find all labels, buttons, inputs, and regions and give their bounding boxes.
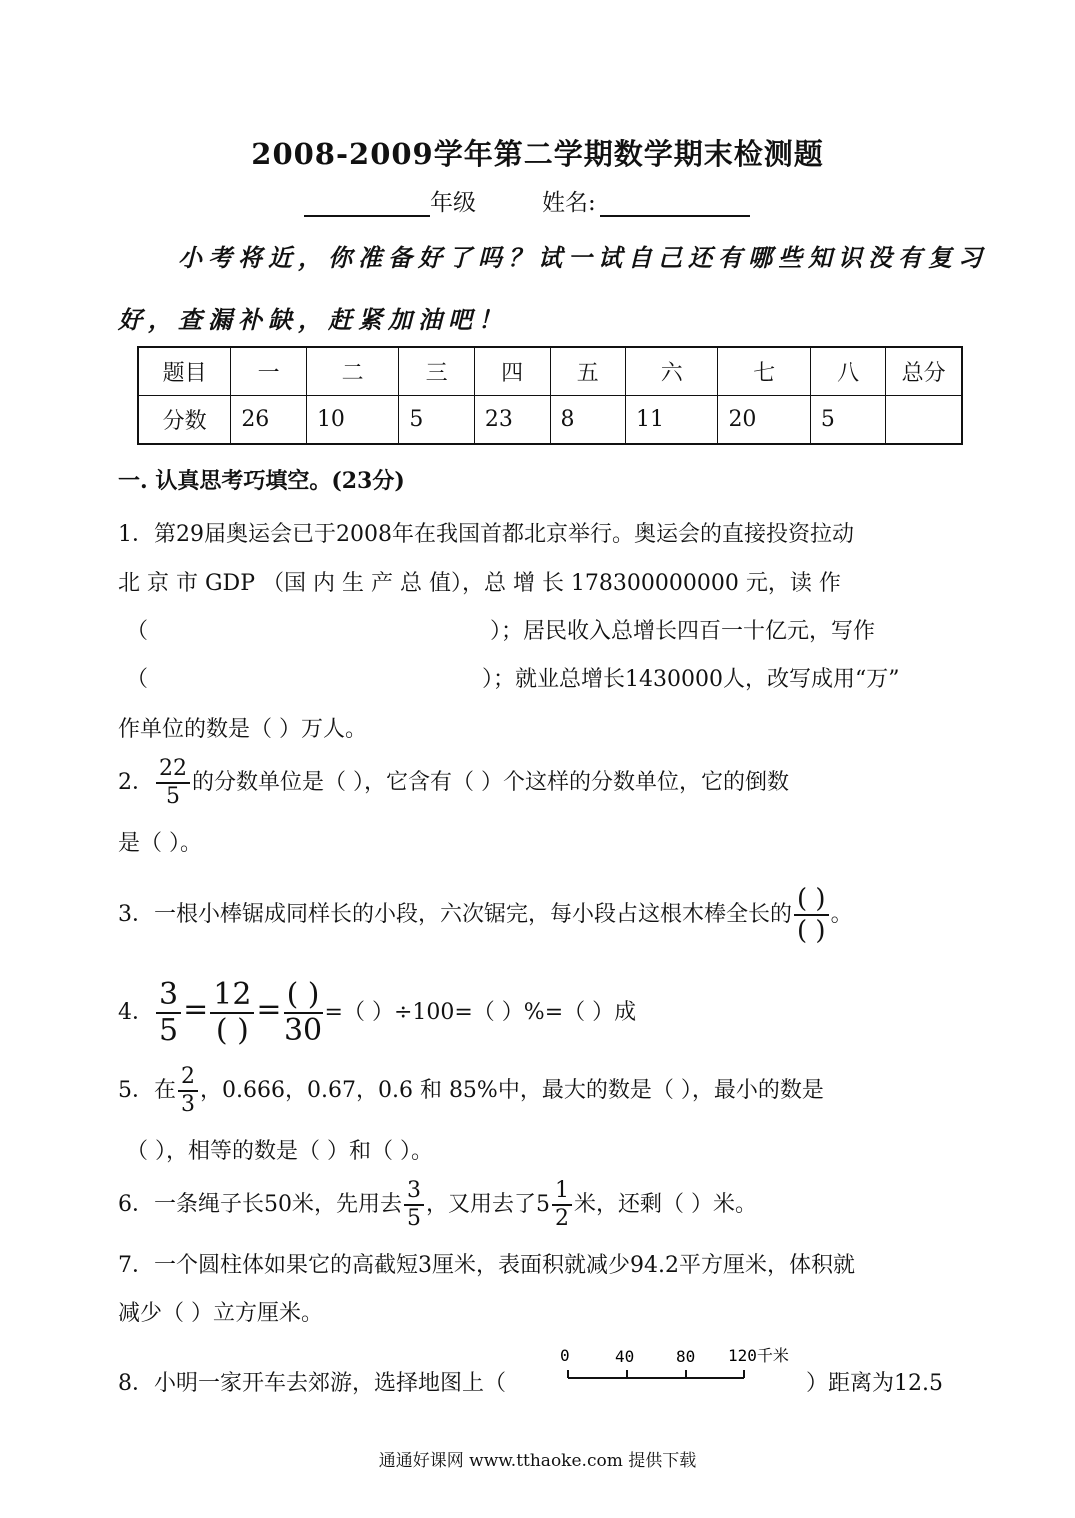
q5-prefix: 5．在 bbox=[118, 1078, 176, 1103]
q4-f1-denominator: 5 bbox=[159, 1013, 179, 1048]
q4-f1-numerator: 3 bbox=[156, 980, 181, 1014]
q8-text-start: 8．小明一家开车去郊游，选择地图上（ bbox=[118, 1371, 506, 1396]
q4-equals-2: = bbox=[256, 992, 282, 1027]
q6-text: 米，还剩（ ）米。 bbox=[574, 1192, 757, 1217]
q2-line-1 bbox=[118, 758, 789, 808]
q3-numerator: ( ) bbox=[794, 886, 829, 916]
q2-line-2: 是（ ）。 bbox=[118, 831, 202, 856]
total-score-cell[interactable] bbox=[886, 396, 962, 445]
q3-line bbox=[118, 886, 853, 944]
table-header-cell: 六 bbox=[626, 347, 718, 396]
score-cell: 11 bbox=[626, 396, 718, 445]
q1-line-3-open: （ bbox=[126, 619, 149, 644]
q7-line-2: 减少（ ）立方厘米。 bbox=[118, 1301, 323, 1326]
score-cell: 5 bbox=[399, 396, 475, 445]
q5-line-2: （ ），相等的数是（ ）和（ ）。 bbox=[126, 1139, 433, 1164]
intro-line-2: 好，查漏补缺，赶紧加油吧！ bbox=[118, 305, 508, 334]
scale-label-0: 0 bbox=[560, 1346, 570, 1365]
page-title: 2008-2009学年第二学期数学期末检测题 bbox=[251, 137, 824, 171]
q3-denominator: ( ) bbox=[797, 916, 826, 946]
table-header-cell: 八 bbox=[810, 347, 886, 396]
footer-text: 通通好课网 www.tthaoke.com 提供下载 bbox=[378, 1451, 697, 1471]
q3-end: 。 bbox=[830, 902, 853, 927]
score-cell: 23 bbox=[474, 396, 550, 445]
q1-line-3-text: ）；居民收入总增长四百一十亿元，写作 bbox=[490, 619, 876, 644]
q4-number: 4． bbox=[118, 1000, 154, 1025]
q5-line-1 bbox=[118, 1066, 824, 1116]
score-cell: 10 bbox=[306, 396, 398, 445]
map-scale-bar bbox=[560, 1346, 789, 1386]
q6-line bbox=[118, 1180, 757, 1230]
q4-f3-denominator: 30 bbox=[283, 1013, 323, 1048]
q4-fraction-2 bbox=[210, 977, 254, 1048]
q4-fraction-3 bbox=[283, 977, 323, 1048]
score-table bbox=[137, 346, 963, 445]
q2-fraction bbox=[156, 758, 190, 808]
q6-f1-denominator: 5 bbox=[407, 1206, 421, 1231]
score-cell: 5 bbox=[810, 396, 886, 445]
q1-line-4-text: ）；就业总增长1430000人，改写成用“万” bbox=[482, 667, 900, 692]
scale-label-80: 80 bbox=[676, 1347, 696, 1366]
table-header-cell: 五 bbox=[550, 347, 626, 396]
section-1-title: 一. 认真思考巧填空。(23分) bbox=[118, 468, 405, 494]
table-header-cell: 二 bbox=[306, 347, 398, 396]
q6-f1-numerator: 3 bbox=[404, 1180, 424, 1206]
table-header-cell: 四 bbox=[474, 347, 550, 396]
q3-fraction bbox=[794, 886, 829, 944]
q7-line-1: 7．一个圆柱体如果它的高截短3厘米，表面积就减少94.2平方厘米，体积就 bbox=[118, 1253, 855, 1278]
q6-fraction-1 bbox=[404, 1180, 424, 1230]
grade-label: 年级 bbox=[430, 190, 476, 216]
q2-denominator: 5 bbox=[166, 784, 180, 809]
table-header-cell: 一 bbox=[231, 347, 307, 396]
name-line bbox=[542, 184, 750, 217]
score-cell: 26 bbox=[231, 396, 307, 445]
q5-text: ，0.666，0.67，0.6 和 85%中，最大的数是（ ），最小的数是 bbox=[200, 1078, 824, 1103]
score-table-score-row bbox=[138, 396, 962, 445]
q5-numerator: 2 bbox=[178, 1066, 198, 1092]
q4-fraction-1 bbox=[156, 977, 181, 1048]
score-cell: 8 bbox=[550, 396, 626, 445]
intro-line-1: 小考将近，你准备好了吗？试一试自己还有哪些知识没有复习 bbox=[178, 243, 988, 272]
table-row-label: 分数 bbox=[138, 396, 231, 445]
score-cell: 20 bbox=[718, 396, 810, 445]
q4-line bbox=[118, 977, 637, 1048]
q5-fraction bbox=[178, 1066, 198, 1116]
q6-mid: ，又用去了5 bbox=[426, 1192, 550, 1217]
q3-text: 3．一根小棒锯成同样长的小段，六次锯完，每小段占这根木棒全长的 bbox=[118, 902, 792, 927]
scale-label-40: 40 bbox=[615, 1347, 635, 1366]
q1-line-1: 1．第29届奥运会已于2008年在我国首都北京举行。奥运会的直接投资拉动 bbox=[118, 522, 854, 547]
table-header-cell: 总分 bbox=[886, 347, 962, 396]
q2-text: 的分数单位是（ ），它含有（ ）个这样的分数单位，它的倒数 bbox=[192, 770, 789, 795]
q4-f2-denominator: ( ) bbox=[215, 1013, 249, 1048]
q6-f2-numerator: 1 bbox=[552, 1180, 572, 1206]
scale-label-120: 120千米 bbox=[728, 1346, 789, 1365]
q6-fraction-2 bbox=[552, 1180, 572, 1230]
q4-f3-numerator: ( ) bbox=[284, 980, 323, 1014]
q4-text: =（ ）÷100=（ ）%=（ ）成 bbox=[324, 1000, 637, 1025]
q8-text-end: ）距离为12.5 bbox=[806, 1371, 943, 1396]
name-blank[interactable] bbox=[600, 189, 750, 217]
q1-line-4-open: （ bbox=[126, 667, 149, 692]
name-label: 姓名: bbox=[542, 190, 596, 216]
q2-number: 2． bbox=[118, 770, 154, 795]
q5-denominator: 3 bbox=[181, 1092, 195, 1117]
q4-f2-numerator: 12 bbox=[210, 980, 254, 1014]
q1-line-5: 作单位的数是（ ）万人。 bbox=[118, 717, 367, 742]
grade-blank[interactable] bbox=[304, 189, 430, 217]
table-header-cell: 七 bbox=[718, 347, 810, 396]
q6-f2-denominator: 2 bbox=[555, 1206, 569, 1231]
q1-line-2: 北 京 市 GDP （国 内 生 产 总 值），总 增 长 178300000000 元，读 作 bbox=[118, 571, 841, 596]
score-table-header-row bbox=[138, 347, 962, 396]
q6-prefix: 6．一条绳子长50米，先用去 bbox=[118, 1192, 402, 1217]
table-header-cell: 题目 bbox=[138, 347, 231, 396]
table-header-cell: 三 bbox=[399, 347, 475, 396]
q4-equals-1: = bbox=[183, 992, 209, 1027]
q2-numerator: 22 bbox=[156, 758, 190, 784]
grade-line bbox=[304, 184, 476, 217]
